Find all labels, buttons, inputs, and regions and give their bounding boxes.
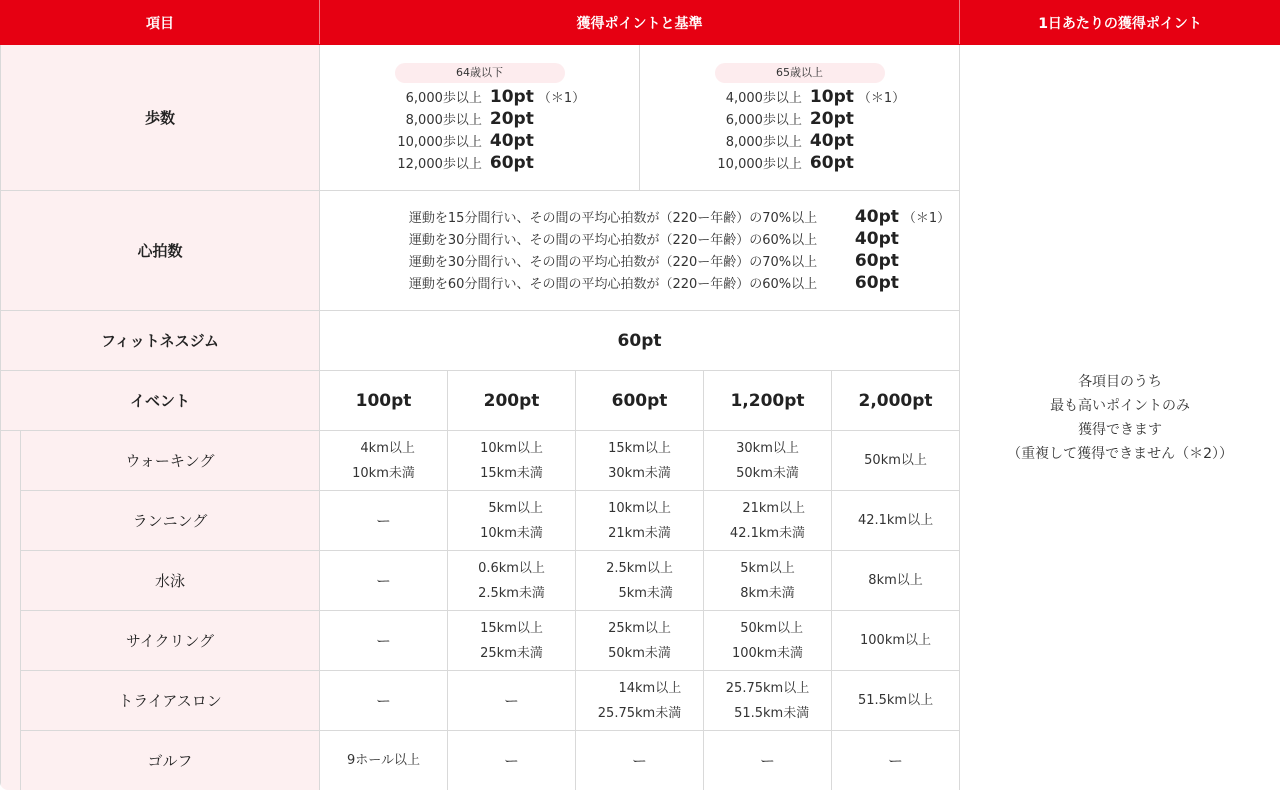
steps-row (1, 45, 1280, 191)
event-cell: ー (704, 731, 832, 790)
event-cell: 25.75km以上 51.5km未満 (704, 671, 832, 731)
event-cell: 30km以上 50km未満 (704, 431, 832, 491)
event-cell: ー (320, 671, 448, 731)
event-cell: 8km以上 (832, 551, 960, 611)
event-cell: 9ホール以上 (320, 731, 448, 790)
tier-100: 100pt (320, 371, 448, 431)
tier-1200: 1,200pt (704, 371, 832, 431)
header-points: 獲得ポイントと基準 (320, 1, 960, 45)
hr-line: 運動を60分間行い、その間の平均心拍数が（220ー年齢）の60%以上 60pt (408, 272, 899, 293)
daily-line: 獲得できます (1078, 421, 1163, 438)
step-line: 12,000歩以上 60pt (397, 152, 534, 173)
event-cell: 15km以上 30km未満 (576, 431, 704, 491)
tier-200: 200pt (448, 371, 576, 431)
step-line: 6,000歩以上 20pt (725, 108, 854, 129)
heart-rate-list (329, 207, 950, 295)
event-cell: 4km以上 10km未満 (320, 431, 448, 491)
event-cell: 25km以上 50km未満 (576, 611, 704, 671)
hr-line: 運動を30分間行い、その間の平均心拍数が（220ー年齢）の70%以上 60pt (408, 250, 899, 271)
event-cell: 0.6km以上 2.5km未満 (448, 551, 576, 611)
event-cell: ー (320, 491, 448, 551)
hr-line: 運動を30分間行い、その間の平均心拍数が（220ー年齢）の60%以上 40pt (408, 228, 899, 249)
steps-over65-list (694, 87, 905, 175)
event-cell: 42.1km以上 (832, 491, 960, 551)
tier-2000: 2,000pt (832, 371, 960, 431)
steps-label: 歩数 (1, 45, 320, 191)
event-cell: 5km以上 8km未満 (704, 551, 832, 611)
tier-600: 600pt (576, 371, 704, 431)
step-line: 10,000歩以上 40pt (397, 130, 534, 151)
indent-spacer (1, 431, 21, 790)
event-name: トライアスロン (21, 671, 320, 731)
event-cell: ー (448, 731, 576, 790)
header-row (1, 1, 1280, 45)
gym-points: 60pt (320, 311, 960, 371)
event-cell: 14km以上 25.75km未満 (576, 671, 704, 731)
event-cell: 21km以上 42.1km未満 (704, 491, 832, 551)
heart-rate-criteria (320, 191, 960, 311)
daily-line: （重複して獲得できません（＊2）） (1007, 445, 1234, 462)
event-cell: 5km以上 10km未満 (448, 491, 576, 551)
daily-line: 最も高いポイントのみ (1050, 397, 1191, 414)
event-cell: 10km以上 15km未満 (448, 431, 576, 491)
event-name: ゴルフ (21, 731, 320, 790)
step-line: 8,000歩以上 20pt (405, 108, 534, 129)
hr-line: 運動を15分間行い、その間の平均心拍数が（220ー年齢）の70%以上 40pt （＊1） (408, 206, 951, 227)
steps-under64-list (374, 87, 585, 175)
step-line: 4,000歩以上 10pt （＊1） (725, 86, 906, 107)
daily-line: 各項目のうち (1078, 373, 1163, 390)
event-cell: ー (320, 611, 448, 671)
event-cell: 2.5km以上 5km未満 (576, 551, 704, 611)
step-line: 6,000歩以上 10pt （＊1） (405, 86, 586, 107)
header-daily: 1日あたりの獲得ポイント (960, 1, 1280, 45)
event-name: ウォーキング (21, 431, 320, 491)
event-cell: 15km以上 25km未満 (448, 611, 576, 671)
event-cell: 100km以上 (832, 611, 960, 671)
event-name: 水泳 (21, 551, 320, 611)
steps-over65 (640, 45, 960, 191)
event-cell: 51.5km以上 (832, 671, 960, 731)
event-cell: 10km以上 21km未満 (576, 491, 704, 551)
gym-label: フィットネスジム (1, 311, 320, 371)
steps-under64 (320, 45, 640, 191)
step-line: 8,000歩以上 40pt (725, 130, 854, 151)
event-cell: ー (832, 731, 960, 790)
step-line: 10,000歩以上 60pt (717, 152, 854, 173)
event-cell: 50km以上 (832, 431, 960, 491)
event-cell: ー (448, 671, 576, 731)
event-name: サイクリング (21, 611, 320, 671)
header-item: 項目 (1, 1, 320, 45)
event-cell: ー (576, 731, 704, 790)
event-label: イベント (1, 371, 320, 431)
event-cell: 50km以上 100km未満 (704, 611, 832, 671)
event-cell: ー (320, 551, 448, 611)
age-badge-under64: 64歳以下 (395, 63, 565, 83)
heart-rate-label: 心拍数 (1, 191, 320, 311)
age-badge-over65: 65歳以上 (715, 63, 885, 83)
daily-points-cell (960, 45, 1280, 790)
event-name: ランニング (21, 491, 320, 551)
